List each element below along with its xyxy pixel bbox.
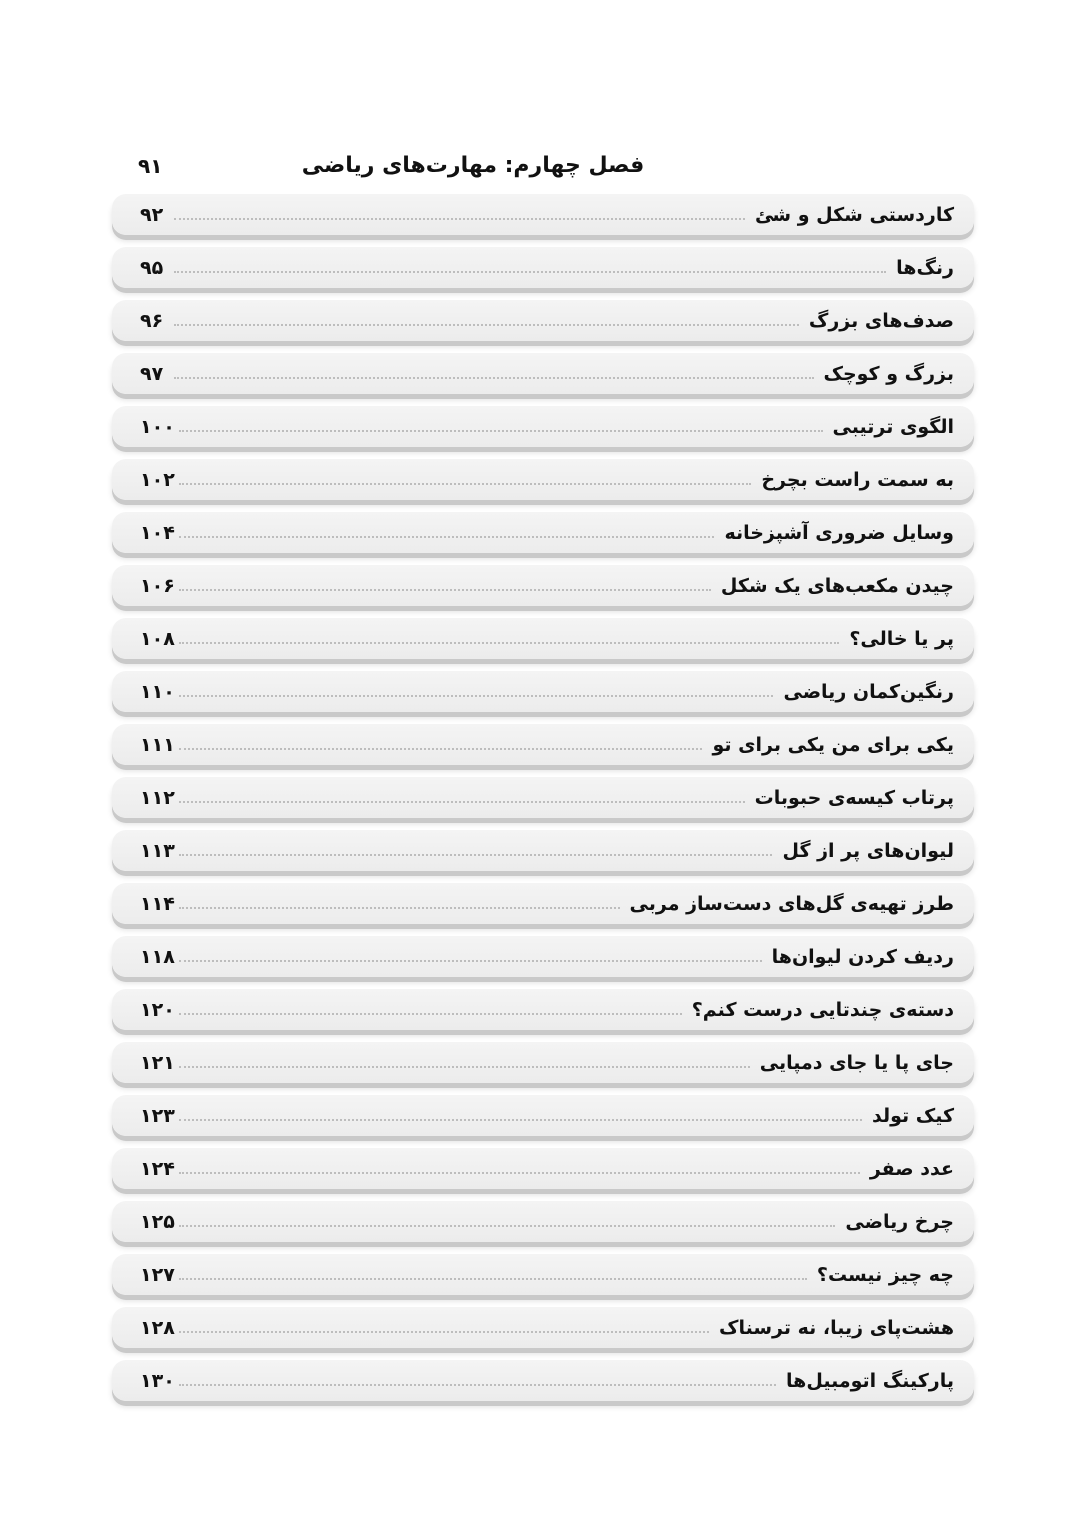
toc-entry-title: عدد صفر — [869, 1157, 954, 1180]
dot-leader — [179, 1225, 836, 1227]
dot-leader — [179, 1066, 750, 1068]
dot-leader — [179, 1278, 807, 1280]
toc-entry-title: به سمت راست بچرخ — [761, 468, 954, 491]
toc-entry-title: کیک تولد — [871, 1104, 954, 1127]
toc-entry-title: وسایل ضروری آشپزخانه — [724, 521, 954, 544]
toc-entry-page: ۱۲۵ — [140, 1210, 175, 1233]
toc-entry-page: ۱۰۸ — [140, 627, 175, 650]
toc-entry[interactable] — [112, 1042, 974, 1083]
table-of-contents — [112, 144, 974, 1413]
chapter-page-number: ۹۱ — [138, 154, 163, 178]
toc-entry[interactable] — [112, 512, 974, 553]
toc-entry-page: ۱۱۴ — [140, 892, 175, 915]
dot-leader — [179, 430, 823, 432]
dot-leader — [179, 1384, 776, 1386]
dot-leader — [179, 1013, 682, 1015]
dot-leader — [179, 695, 774, 697]
toc-entries — [112, 194, 974, 1401]
dot-leader — [179, 1331, 709, 1333]
toc-entry-title: لیوان‌های پر از گل — [782, 839, 954, 862]
toc-entry-page: ۱۲۸ — [140, 1316, 175, 1339]
toc-entry-title: کاردستی شکل و شئ — [755, 203, 954, 226]
toc-entry-title: چرخ ریاضی — [845, 1210, 954, 1233]
dot-leader — [179, 1119, 862, 1121]
toc-entry-title: چه چیز نیست؟ — [816, 1263, 954, 1286]
toc-entry-page: ۹۲ — [140, 203, 164, 226]
dot-leader — [179, 801, 745, 803]
toc-entry-page: ۱۲۷ — [140, 1263, 175, 1286]
toc-entry-title: بزرگ و کوچک — [823, 362, 954, 385]
toc-entry-title: چیدن مکعب‌های یک شکل — [720, 574, 954, 597]
toc-entry[interactable] — [112, 565, 974, 606]
toc-entry[interactable] — [112, 194, 974, 235]
toc-entry-title: رنگ‌ها — [896, 256, 954, 279]
toc-entry-title: صدف‌های بزرگ — [808, 309, 954, 332]
dot-leader — [179, 960, 762, 962]
toc-entry-page: ۹۷ — [140, 362, 164, 385]
dot-leader — [179, 854, 773, 856]
toc-entry-page: ۱۰۶ — [140, 574, 175, 597]
toc-entry-title: یکی برای من یکی برای تو — [712, 733, 954, 756]
toc-entry[interactable] — [112, 883, 974, 924]
toc-entry[interactable] — [112, 406, 974, 447]
dot-leader — [179, 907, 620, 909]
dot-leader — [179, 1172, 860, 1174]
toc-entry-title: جای پا یا جای دمپایی — [759, 1051, 954, 1074]
toc-entry[interactable] — [112, 777, 974, 818]
toc-entry-page: ۱۰۴ — [140, 521, 175, 544]
toc-entry-title: پر یا خالی؟ — [849, 627, 954, 650]
toc-entry[interactable] — [112, 353, 974, 394]
toc-entry-page: ۹۵ — [140, 256, 164, 279]
toc-entry-page: ۱۱۱ — [140, 733, 175, 756]
toc-entry[interactable] — [112, 1201, 974, 1242]
toc-entry-title: پرتاب کیسه‌ی حبوبات — [754, 786, 954, 809]
toc-entry-title: دسته‌ی چندتایی درست کنم؟ — [691, 998, 954, 1021]
toc-entry-title: هشت‌پای زیبا، نه ترسناک — [719, 1316, 954, 1339]
toc-entry-title: طرز تهیه‌ی گل‌های دست‌ساز مربی — [629, 892, 954, 915]
dot-leader — [179, 642, 840, 644]
dot-leader — [179, 748, 703, 750]
toc-entry[interactable] — [112, 459, 974, 500]
toc-entry-page: ۱۲۱ — [140, 1051, 175, 1074]
dot-leader — [174, 377, 814, 379]
toc-entry[interactable] — [112, 1254, 974, 1295]
chapter-title: فصل چهارم: مهارت‌های ریاضی — [301, 153, 645, 178]
toc-entry-page: ۱۰۰ — [140, 415, 175, 438]
toc-entry[interactable] — [112, 830, 974, 871]
toc-entry-page: ۱۲۴ — [140, 1157, 175, 1180]
toc-entry-title: پارکینگ اتومبیل‌ها — [786, 1369, 954, 1392]
toc-entry[interactable] — [112, 1360, 974, 1401]
toc-entry[interactable] — [112, 1307, 974, 1348]
dot-leader — [174, 324, 799, 326]
toc-entry-page: ۹۶ — [140, 309, 164, 332]
toc-entry-page: ۱۲۳ — [140, 1104, 175, 1127]
dot-leader — [174, 271, 886, 273]
toc-entry-page: ۱۱۳ — [140, 839, 175, 862]
toc-entry-page: ۱۳۰ — [140, 1369, 175, 1392]
toc-entry-title: ردیف کردن لیوان‌ها — [771, 945, 954, 968]
toc-entry[interactable] — [112, 936, 974, 977]
dot-leader — [179, 536, 715, 538]
toc-entry[interactable] — [112, 300, 974, 341]
toc-entry-title: الگوی ترتیبی — [832, 415, 954, 438]
toc-entry-page: ۱۲۰ — [140, 998, 175, 1021]
toc-entry-page: ۱۱۰ — [140, 680, 175, 703]
toc-entry-title: رنگین‌کمان ریاضی — [783, 680, 954, 703]
toc-entry[interactable] — [112, 618, 974, 659]
toc-entry[interactable] — [112, 247, 974, 288]
toc-entry[interactable] — [112, 671, 974, 712]
dot-leader — [179, 483, 752, 485]
toc-entry[interactable] — [112, 1095, 974, 1136]
toc-entry-page: ۱۱۲ — [140, 786, 175, 809]
dot-leader — [174, 218, 745, 220]
toc-entry[interactable] — [112, 1148, 974, 1189]
toc-entry[interactable] — [112, 989, 974, 1030]
chapter-header — [112, 144, 974, 188]
toc-entry-page: ۱۱۸ — [140, 945, 175, 968]
toc-entry[interactable] — [112, 724, 974, 765]
toc-entry-page: ۱۰۲ — [140, 468, 175, 491]
dot-leader — [179, 589, 711, 591]
